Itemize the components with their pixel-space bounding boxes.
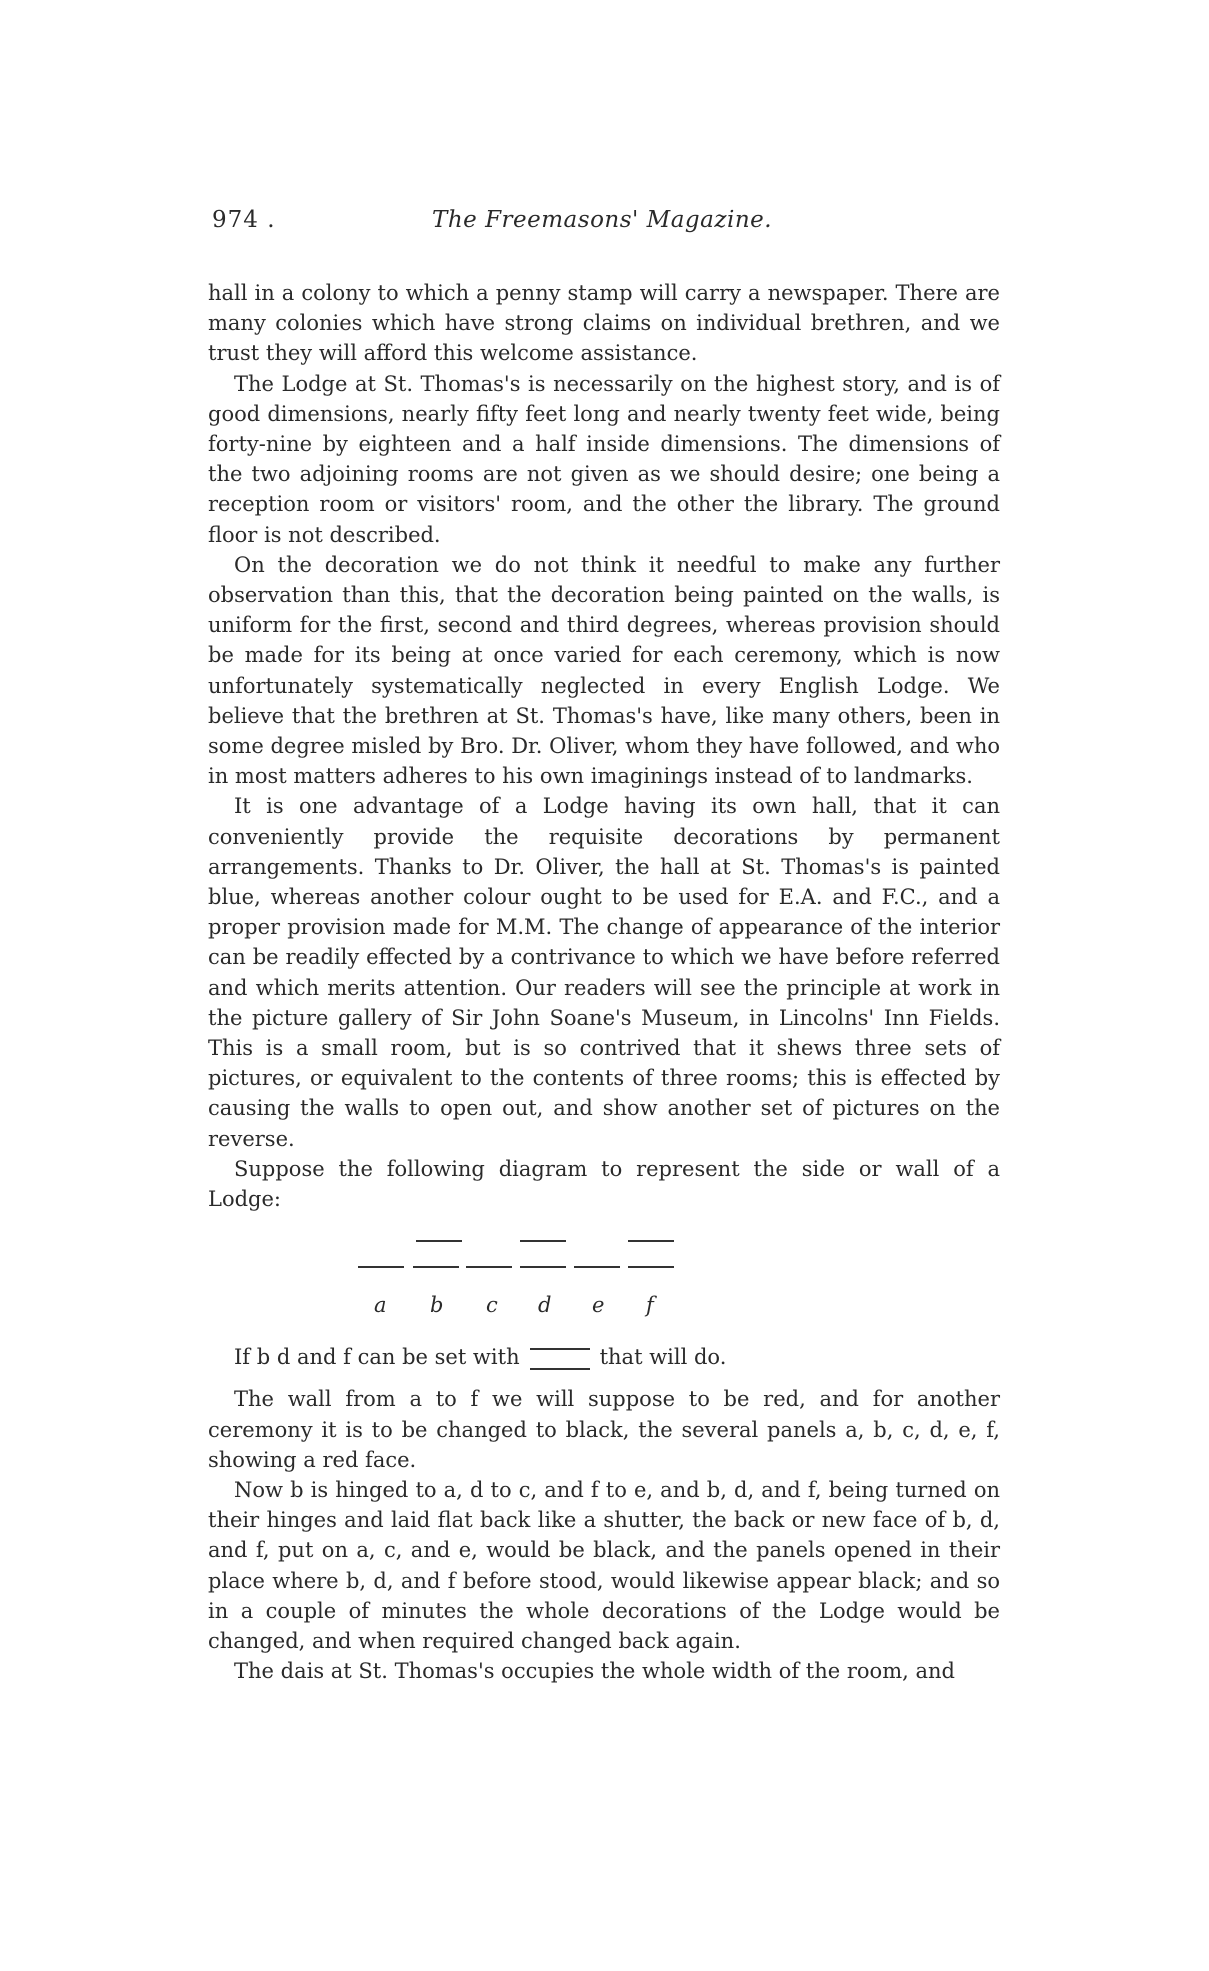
diagram-dash-lower-c [466,1266,512,1268]
diagram-dash-lower-e [574,1266,620,1268]
running-title: The Freemasons' Magazine. [432,207,773,233]
diagram-label-e: e [592,1293,605,1318]
paragraph: On the decoration we do not think it needful to make any further observation than this, that the decoration being painted on the walls, is uniform for the first, second and third degrees, whereas provision should be made for its being at once varied for each ceremony, which is now unfortunately systematically neglected in every English Lodge. We believe that the brethren at St. Thomas's have, like many others, been in some degree misled by Bro. Dr. Oliver, whom they have followed, and who in most matters adheres to his own imaginings instead of to landmarks. [208,552,1000,789]
paragraph: Now b is hinged to a, d to c, and f to e, and b, d, and f, being turned on their hinges and laid flat back like a shutter, the back or new face of b, d, and f, put on a, c, and e, would be black, and the panels opened in their place where b, d, and f before stood, would likewise appear black; and so in a couple of minutes the whole decorations of the Lodge would be changed, and when required changed back again. [208,1477,1000,1653]
diagram-dash-upper-b [416,1240,462,1242]
paragraph: The wall from a to f we will suppose to be red, and for another ceremony it is to be changed to black, the several panels a, b, c, d, e, f, showing a red face. [208,1387,1000,1472]
paragraph: It is one advantage of a Lodge having its own hall, that it can conveniently provide the requisite decorations by permanent arrangements. Thanks to Dr. Oliver, the hall at St. Thomas's is painted blue, whereas another colour ought to be used for E.A. and F.C., and a proper provision made for M.M. The change of appearance of the interior can be readily effected by a contrivance to which we have before referred and which merits attention. Our readers will see the principle at work in the picture gallery of Sir John Soane's Museum, in Lincolns' Inn Fields. This is a small room, but is so contrived that it shews three sets of pictures, or equivalent to the contents of three rooms; this is effected by causing the walls to open out, and show another set of pictures on the reverse. [208,794,1000,1151]
if-statement-line [234,1342,1000,1372]
diagram-dash-lower-d [520,1266,566,1268]
paragraph: hall in a colony to which a penny stamp will carry a newspaper. There are many colonies which have strong claims on individual brethren, and we trust they will afford this welcome assistance. [208,281,1000,366]
diagram-label-f: f [646,1293,654,1318]
diagram-dash-upper-f [628,1240,674,1242]
diagram-dash-lower-b [413,1266,459,1268]
diagram-label-d: d [538,1293,552,1318]
diagram-label-a: a [374,1293,387,1318]
if-line-before: If b d and f can be set with [234,1345,520,1370]
diagram-dash-lower-f [628,1266,674,1268]
page-number: 974 . [212,207,276,233]
diagram-label-c: c [486,1293,498,1318]
paragraph: The Lodge at St. Thomas's is necessarily on the highest story, and is of good dimensions, nearly fifty feet long and nearly twenty feet wide, being forty-nine by eighteen and a half inside dimensions. The dimensions of the two adjoining rooms are not given as we should desire; one being a reception room or visitors' room, and the other the library. The ground floor is not described. [208,371,1000,547]
page-header [212,207,1002,247]
paragraph: Suppose the following diagram to represent the side or wall of a Lodge: [208,1156,1000,1212]
diagram-dash-lower-a [358,1266,404,1268]
diagram-label-b: b [430,1293,444,1318]
if-line-after: that will do. [599,1345,727,1370]
diagram-dash-upper-d [520,1240,566,1242]
hinge-symbol [530,1348,590,1370]
wall-diagram [208,1220,1000,1338]
article-body [208,278,1000,1686]
paragraph: The dais at St. Thomas's occupies the whole width of the room, and [234,1659,955,1684]
